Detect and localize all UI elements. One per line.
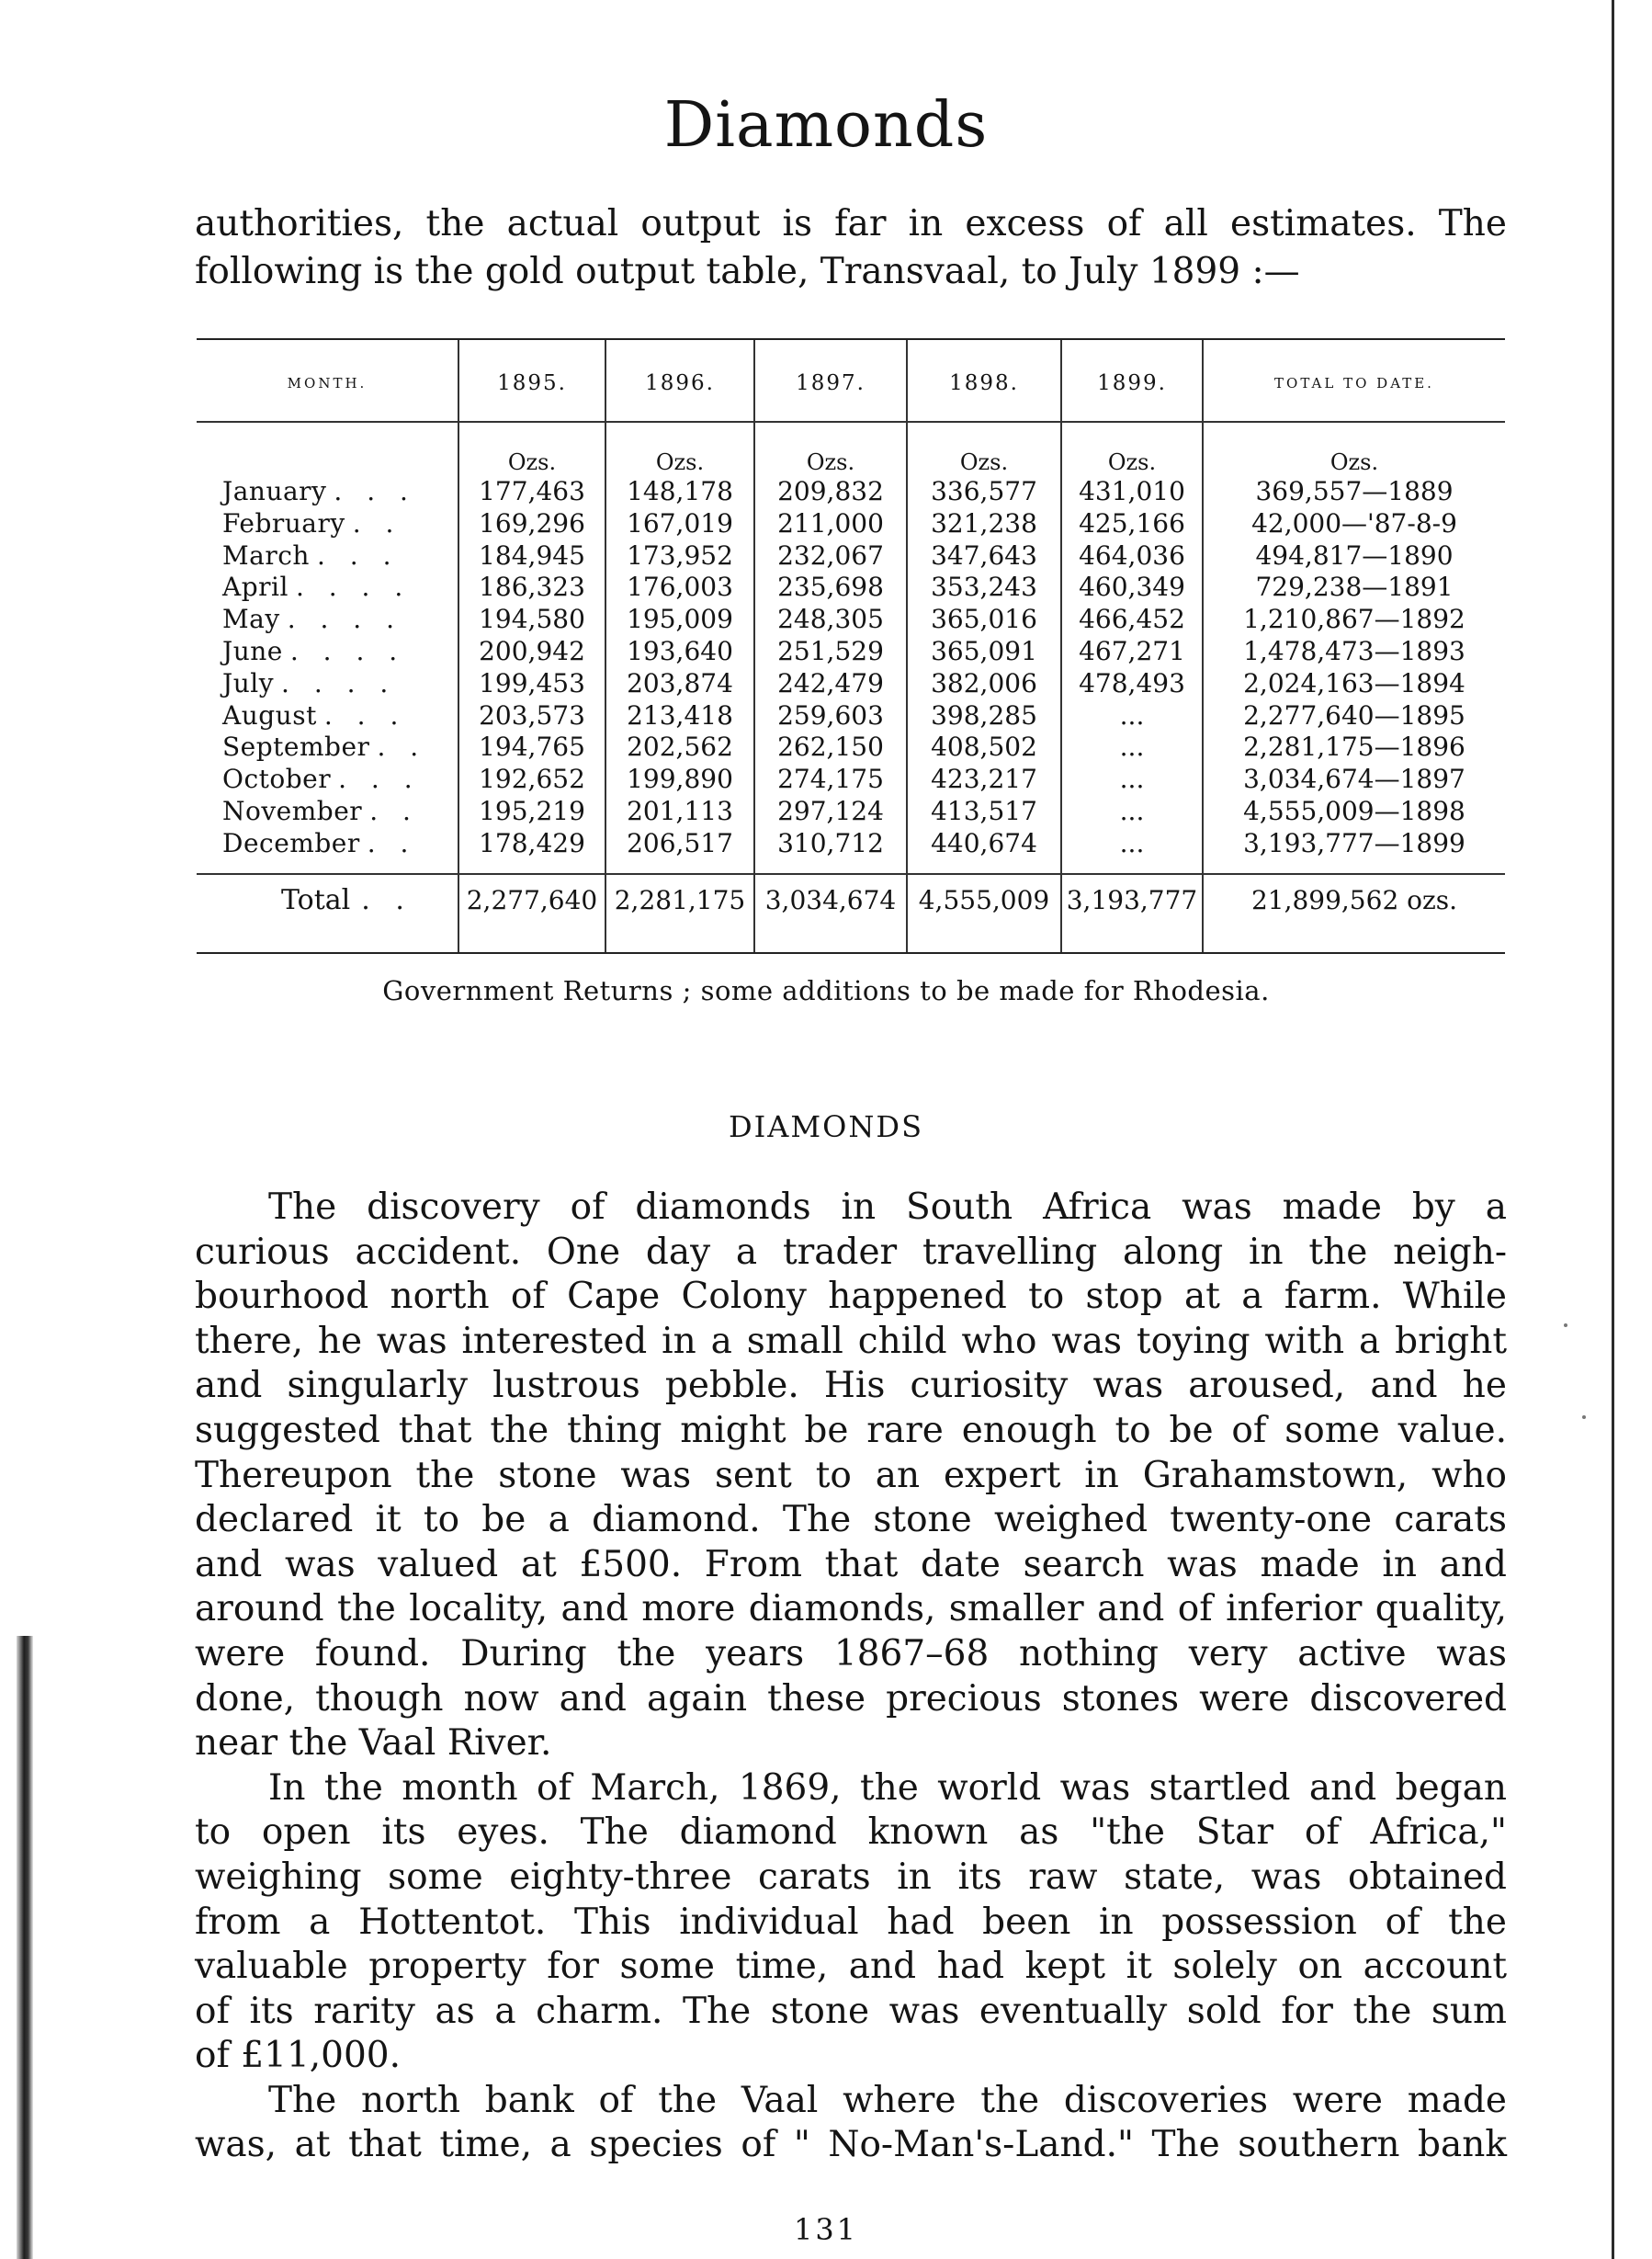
unit-label: Ozs. xyxy=(507,449,557,475)
table-cell: 425,166 xyxy=(1079,507,1185,539)
month-cell xyxy=(197,764,458,796)
table-cell: 248,305 xyxy=(777,604,884,635)
total-1897: 3,034,674 xyxy=(764,885,897,915)
table-cell: 2,024,163—1894 xyxy=(1243,667,1465,698)
binding-shadow xyxy=(17,1636,33,2259)
text-line: done, though now and again these precious stones were discovered xyxy=(195,1677,1507,1720)
month-cell xyxy=(197,636,458,668)
text-line: Thereupon the stone was sent to an expert in Grahamstown, who xyxy=(195,1454,1507,1496)
month-header: MONTH. xyxy=(287,375,368,392)
totals-label-text: Total xyxy=(281,884,351,916)
month-cell xyxy=(197,668,458,700)
rows-1895 xyxy=(459,476,605,860)
rows-total-to-date xyxy=(1204,476,1505,860)
table-cell: 336,577 xyxy=(931,476,1037,506)
month-cell xyxy=(197,476,458,508)
text-line: and singularly lustrous pebble. His curiosity was aroused, and he xyxy=(195,1365,1507,1407)
dot-leader: . . xyxy=(361,884,413,916)
table-cell: 184,945 xyxy=(479,539,585,571)
text-line: were found. During the years 1867–68 nothing very active was xyxy=(195,1632,1507,1674)
table-cell: 193,640 xyxy=(627,635,733,666)
month-name: April xyxy=(222,572,289,603)
table-cell: 478,493 xyxy=(1079,667,1185,698)
month-name: December xyxy=(222,827,360,858)
dot-leader: . . . xyxy=(334,476,416,506)
table-cell: 195,009 xyxy=(627,604,733,635)
text-line: valuable property for some time, and had kept it solely on account xyxy=(195,1946,1507,1988)
table-cell: ... xyxy=(1119,764,1145,795)
text-line: from a Hottentot. This individual had been in possession of the xyxy=(195,1901,1507,1943)
table-cell: 413,517 xyxy=(931,795,1037,826)
total-to-date-header: TOTAL TO DATE. xyxy=(1274,375,1434,392)
text-line: and was valued at £500. From that date search was made in and xyxy=(195,1543,1507,1585)
table-cell: 194,765 xyxy=(479,732,585,763)
table-cell: ... xyxy=(1119,732,1145,763)
table-cell: 213,418 xyxy=(627,699,733,731)
header-1899: 1899. xyxy=(1097,371,1167,395)
text-line: was, at that time, a species of " No-Man's-Land." The southern bank xyxy=(195,2124,1507,2166)
month-cell xyxy=(197,828,458,860)
text-line: suggested that the thing might be rare enough to be of some value. xyxy=(195,1409,1507,1451)
month-name: September xyxy=(222,732,370,763)
table-cell: 235,698 xyxy=(777,572,884,603)
table-cell: 1,478,473—1893 xyxy=(1243,635,1465,666)
dot-leader: . . xyxy=(367,827,417,858)
text-line: bourhood north of Cape Colony happened to stop at a farm. While xyxy=(195,1276,1507,1318)
text-line: weighing some eighty-three carats in its raw state, was obtained xyxy=(195,1856,1507,1898)
header-1895: 1895. xyxy=(497,371,567,395)
table-cell: 173,952 xyxy=(627,539,733,571)
month-name: May xyxy=(222,604,280,635)
month-column xyxy=(197,340,458,952)
table-cell: 194,580 xyxy=(479,604,585,635)
intro-line: following is the gold output table, Transvaal, to July 1899 :— xyxy=(195,251,1300,292)
table-cell: 398,285 xyxy=(931,699,1037,731)
table-cell: 209,832 xyxy=(777,476,884,506)
scan-speck xyxy=(1564,1323,1567,1327)
month-cell xyxy=(197,604,458,636)
dot-leader: . . . . xyxy=(287,604,402,635)
table-cell: 3,034,674—1897 xyxy=(1243,764,1465,795)
gold-output-table xyxy=(197,338,1505,954)
table-cell: 460,349 xyxy=(1079,572,1185,603)
table-cell: 494,817—1890 xyxy=(1255,539,1454,571)
header-1896: 1896. xyxy=(645,371,715,395)
rows-1896 xyxy=(606,476,753,860)
table-cell: 176,003 xyxy=(627,572,733,603)
year-column-1895 xyxy=(459,340,605,952)
grand-total: 21,899,562 ozs. xyxy=(1250,885,1458,915)
table-source-note: Government Returns ; some additions to be made for Rhodesia. xyxy=(382,975,1270,1006)
month-name: August xyxy=(222,699,317,731)
table-cell: ... xyxy=(1119,795,1145,826)
table-cell: ... xyxy=(1119,827,1145,858)
total-to-date-column xyxy=(1204,340,1505,952)
month-name: March xyxy=(222,539,310,571)
table-cell: 423,217 xyxy=(931,764,1037,795)
table-cell: 199,890 xyxy=(627,764,733,795)
text-line: near the Vaal River. xyxy=(195,1722,552,1765)
table-cell: 365,091 xyxy=(931,635,1037,666)
year-column-1897 xyxy=(755,340,906,952)
table-cell: 203,874 xyxy=(627,667,733,698)
year-column-1896 xyxy=(606,340,753,952)
table-cell: 467,271 xyxy=(1079,635,1185,666)
month-name: October xyxy=(222,764,332,795)
table-cell: 177,463 xyxy=(479,476,585,506)
table-cell: 259,603 xyxy=(777,699,884,731)
totals-row xyxy=(197,880,1505,921)
table-cell: 199,453 xyxy=(479,667,585,698)
table-cell: 148,178 xyxy=(627,476,733,506)
table-cell: 408,502 xyxy=(931,732,1037,763)
table-cell: 729,238—1891 xyxy=(1255,572,1454,603)
table-cell: 200,942 xyxy=(479,635,585,666)
text-line: The north bank of the Vaal where the discoveries were made xyxy=(268,2079,1507,2121)
table-cell: 297,124 xyxy=(777,795,884,826)
body-text xyxy=(195,1186,1507,2168)
table-cell: 1,210,867—1892 xyxy=(1243,604,1465,635)
table-cell: ... xyxy=(1119,699,1145,731)
month-cell xyxy=(197,700,458,732)
rows-1898 xyxy=(908,476,1060,860)
month-name: June xyxy=(222,635,283,666)
table-cell: 464,036 xyxy=(1079,539,1185,571)
dot-leader: . . . xyxy=(323,699,407,731)
month-name: November xyxy=(222,795,363,826)
month-name: January xyxy=(222,476,327,506)
rows-1899 xyxy=(1062,476,1202,860)
section-heading: DIAMONDS xyxy=(729,1109,923,1144)
text-line: curious accident. One day a trader travelling along in the neigh- xyxy=(195,1231,1507,1273)
dot-leader: . . xyxy=(377,732,427,763)
header-1898: 1898. xyxy=(949,371,1019,395)
table-cell: 2,277,640—1895 xyxy=(1243,699,1465,731)
table-cell: 4,555,009—1898 xyxy=(1243,795,1465,826)
dot-leader: . . . . xyxy=(281,667,397,698)
text-line: there, he was interested in a small child who was toying with a bright xyxy=(195,1320,1507,1362)
text-line: In the month of March, 1869, the world was startled and began xyxy=(268,1766,1507,1809)
table-cell: 167,019 xyxy=(627,507,733,539)
table-cell: 42,000—'87-8-9 xyxy=(1251,507,1457,539)
table-cell: 466,452 xyxy=(1079,604,1185,635)
total-1895: 2,277,640 xyxy=(466,885,598,915)
unit-label: Ozs. xyxy=(655,449,705,475)
text-line: of £11,000. xyxy=(195,2035,401,2077)
table-cell: 232,067 xyxy=(777,539,884,571)
text-line: The discovery of diamonds in South Africa was made by a xyxy=(268,1186,1507,1228)
table-cell: 186,323 xyxy=(479,572,585,603)
year-column-1898 xyxy=(908,340,1060,952)
month-cell xyxy=(197,732,458,764)
table-cell: 203,573 xyxy=(479,699,585,731)
text-line: declared it to be a diamond. The stone weighed twenty-one carats xyxy=(195,1499,1507,1541)
text-line: of its rarity as a charm. The stone was eventually sold for the sum xyxy=(195,1990,1507,2032)
table-cell: 195,219 xyxy=(479,795,585,826)
table-cell: 262,150 xyxy=(777,732,884,763)
header-1897: 1897. xyxy=(796,371,866,395)
table-cell: 3,193,777—1899 xyxy=(1243,827,1465,858)
month-cell xyxy=(197,540,458,573)
total-1899: 3,193,777 xyxy=(1066,885,1198,915)
dot-leader: . . . xyxy=(338,764,421,795)
unit-label: Ozs. xyxy=(959,449,1009,475)
page-number: 131 xyxy=(793,2212,859,2247)
dot-leader: . . . xyxy=(316,539,400,571)
text-line: to open its eyes. The diamond known as "the Star of Africa," xyxy=(195,1811,1507,1854)
table-cell: 321,238 xyxy=(931,507,1037,539)
dot-leader: . . . . xyxy=(289,635,406,666)
table-cell: 274,175 xyxy=(777,764,884,795)
intro-line: authorities, the actual output is far in excess of all estimates. The xyxy=(195,203,1507,244)
dot-leader: . . xyxy=(369,795,419,826)
month-name: February xyxy=(222,507,345,539)
dot-leader: . . . . xyxy=(295,572,412,603)
month-rows xyxy=(197,476,458,860)
text-line: around the locality, and more diamonds, smaller and of inferior quality, xyxy=(195,1588,1507,1630)
table-cell: 365,016 xyxy=(931,604,1037,635)
unit-label: Ozs. xyxy=(806,449,855,475)
table-cell: 310,712 xyxy=(777,827,884,858)
dot-leader: . . xyxy=(352,507,402,539)
intro-paragraph xyxy=(195,200,1507,296)
year-column-1899 xyxy=(1062,340,1202,952)
scan-speck xyxy=(1582,1415,1586,1419)
unit-label: Ozs. xyxy=(1107,449,1157,475)
table-cell: 178,429 xyxy=(479,827,585,858)
rows-1897 xyxy=(755,476,906,860)
total-1898: 4,555,009 xyxy=(918,885,1050,915)
table-cell: 369,557—1889 xyxy=(1255,476,1454,506)
table-cell: 169,296 xyxy=(479,507,585,539)
month-name: July xyxy=(222,667,275,698)
table-cell: 211,000 xyxy=(777,507,884,539)
table-cell: 382,006 xyxy=(931,667,1037,698)
table-cell: 353,243 xyxy=(931,572,1037,603)
table-cell: 347,643 xyxy=(931,539,1037,571)
month-cell xyxy=(197,508,458,540)
table-cell: 440,674 xyxy=(931,827,1037,858)
table-cell: 431,010 xyxy=(1079,476,1185,506)
table-cell: 206,517 xyxy=(627,827,733,858)
table-cell: 192,652 xyxy=(479,764,585,795)
running-head: Diamonds xyxy=(663,89,989,162)
unit-label: Ozs. xyxy=(1330,449,1379,475)
month-cell xyxy=(197,572,458,604)
table-cell: 251,529 xyxy=(777,635,884,666)
table-cell: 201,113 xyxy=(627,795,733,826)
table-cell: 2,281,175—1896 xyxy=(1243,732,1465,763)
total-1896: 2,281,175 xyxy=(614,885,746,915)
table-cell: 202,562 xyxy=(627,732,733,763)
table-cell: 242,479 xyxy=(777,667,884,698)
month-cell xyxy=(197,796,458,828)
